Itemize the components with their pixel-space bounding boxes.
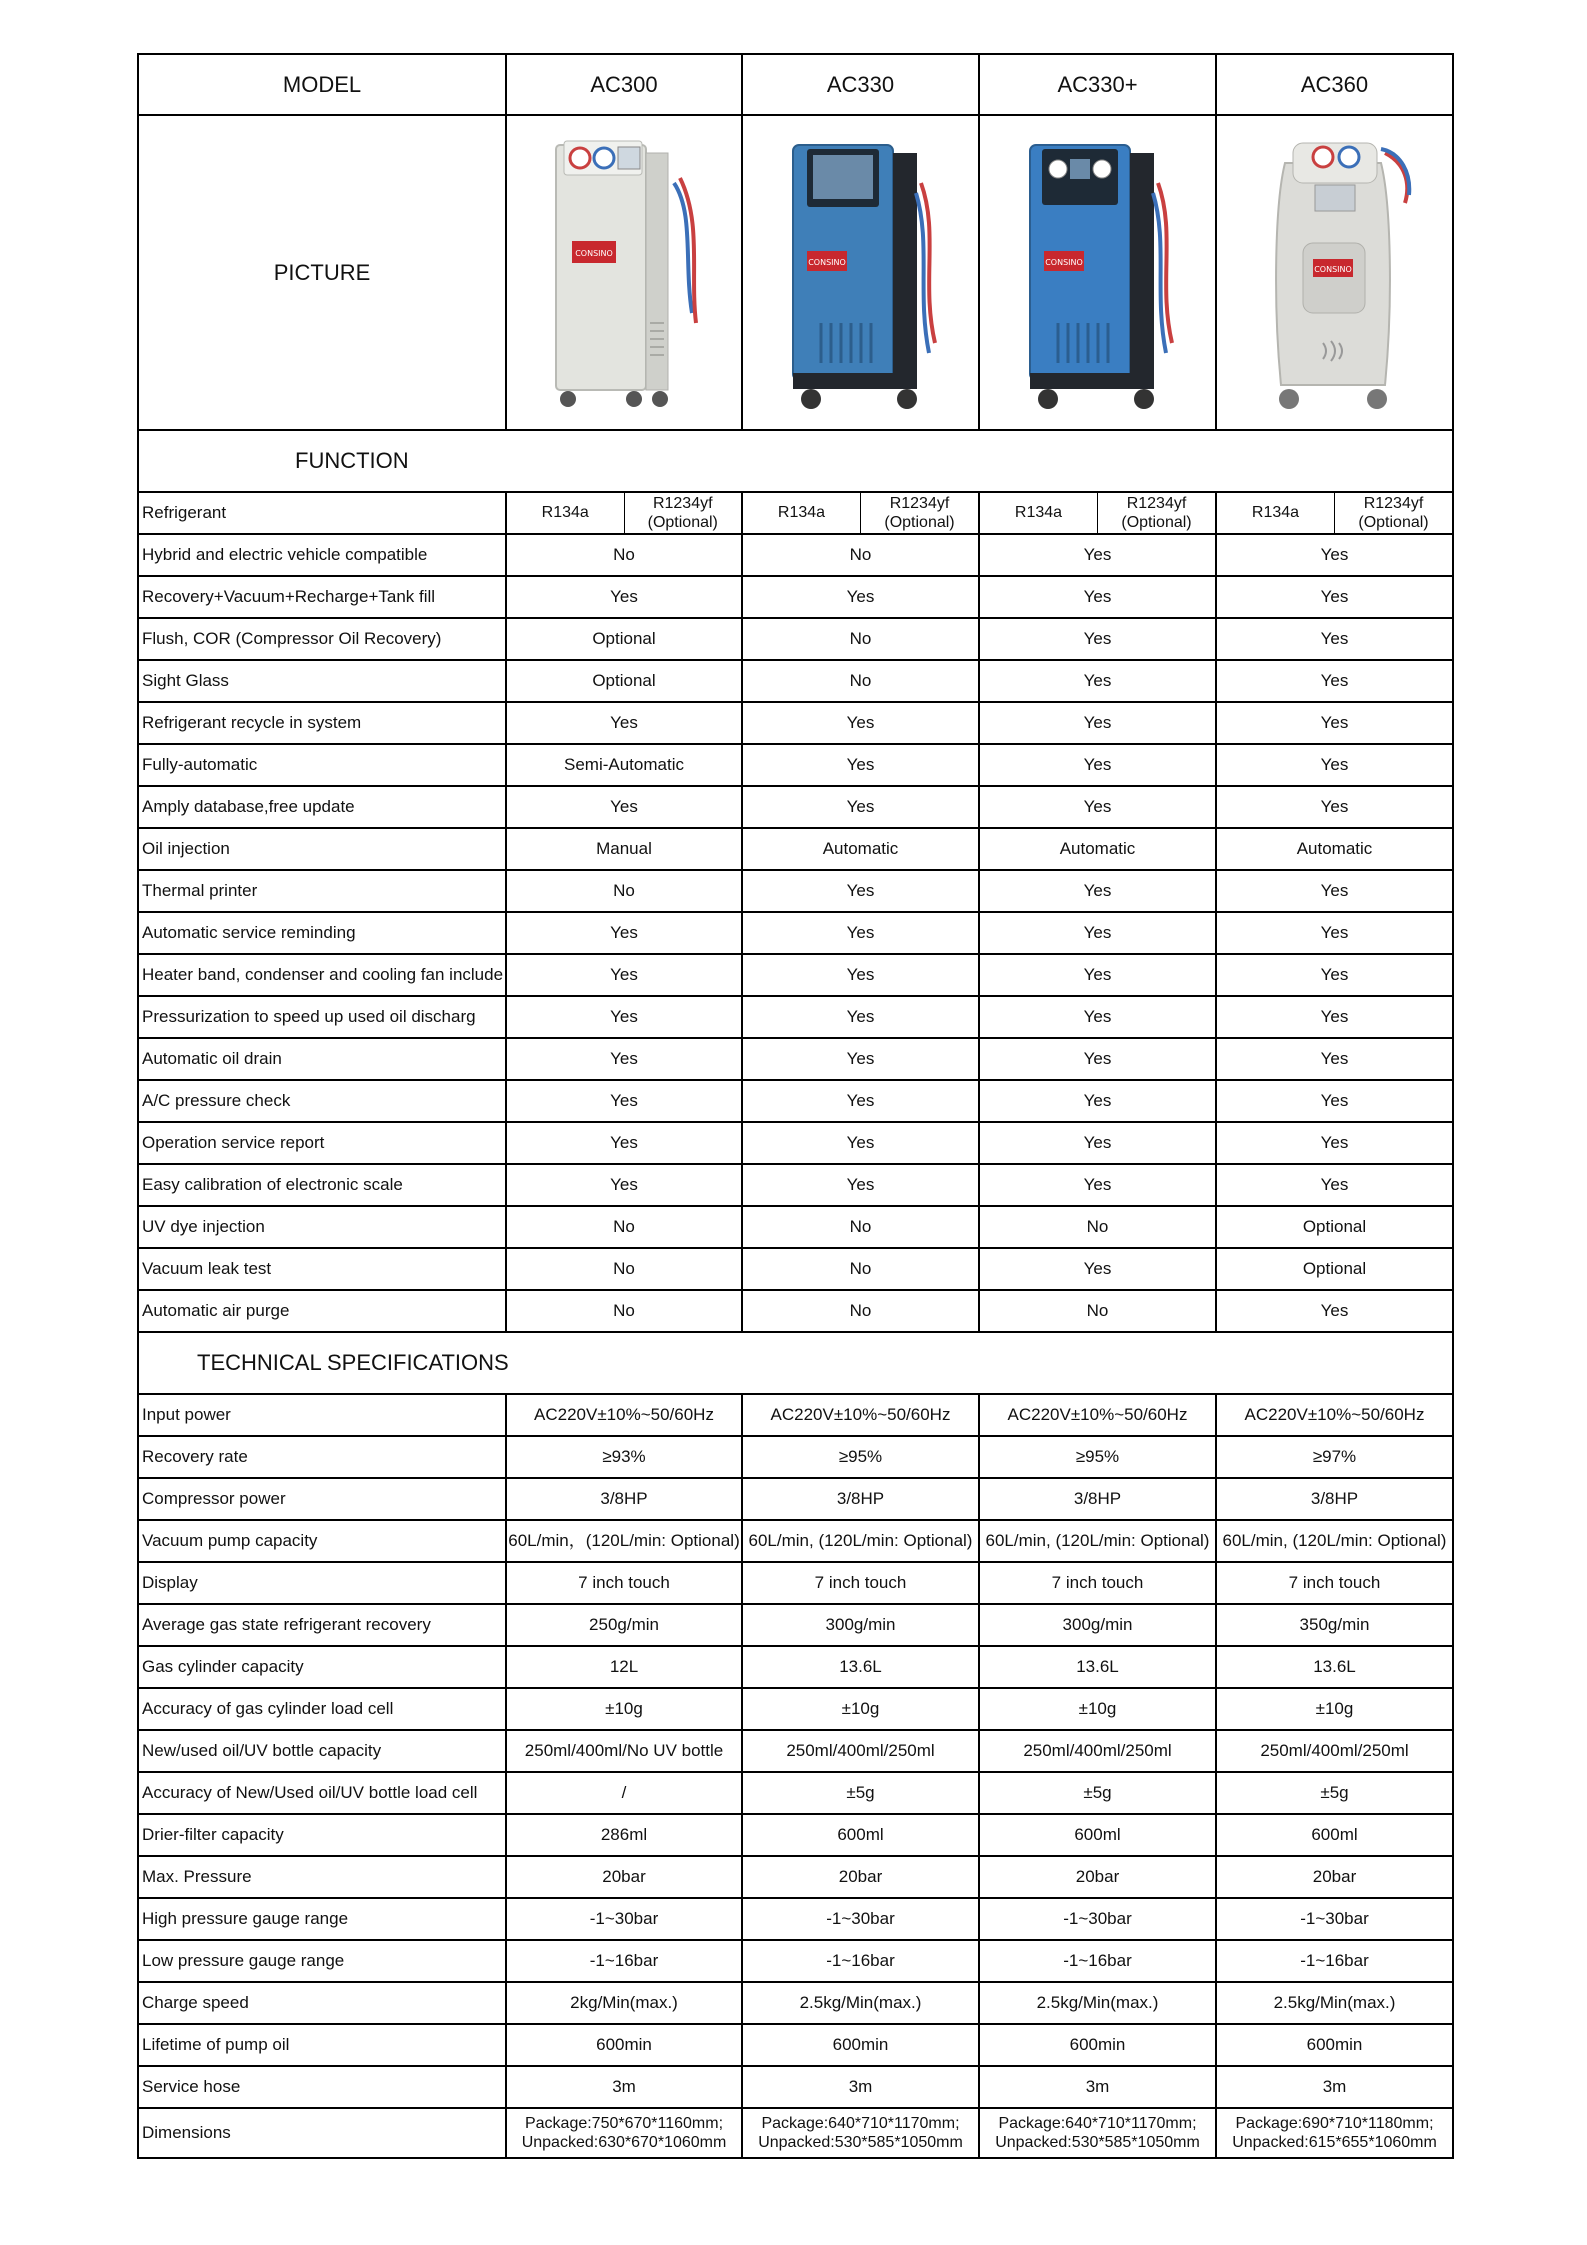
technical-row-value: -1~30bar: [979, 1898, 1216, 1940]
function-row-label: Hybrid and electric vehicle compatible: [138, 534, 506, 576]
technical-row-value: 600min: [1216, 2024, 1453, 2066]
function-row-label: Automatic oil drain: [138, 1038, 506, 1080]
technical-row-label: Average gas state refrigerant recovery: [138, 1604, 506, 1646]
function-row: [138, 828, 1453, 870]
function-row-value: Yes: [979, 912, 1216, 954]
function-row-value: Yes: [506, 786, 742, 828]
technical-row: [138, 1730, 1453, 1772]
refrigerant-ac330: [742, 492, 979, 534]
function-row-value: Yes: [742, 1122, 979, 1164]
function-row-value: Yes: [979, 1248, 1216, 1290]
function-row-value: Yes: [742, 912, 979, 954]
technical-section-title: [138, 1332, 1453, 1394]
function-row-value: Yes: [1216, 1122, 1453, 1164]
technical-row: [138, 1520, 1453, 1562]
technical-row-value: /: [506, 1772, 742, 1814]
svg-text:CONSINO: CONSINO: [575, 248, 613, 258]
function-row-label: Heater band, condenser and cooling fan include: [138, 954, 506, 996]
function-row-value: Yes: [742, 702, 979, 744]
technical-row-label: New/used oil/UV bottle capacity: [138, 1730, 506, 1772]
function-row-label: UV dye injection: [138, 1206, 506, 1248]
svg-text:CONSINO: CONSINO: [1044, 257, 1083, 267]
technical-row-value: 60L/min，(120L/min: Optional): [506, 1520, 742, 1562]
technical-row-value: AC220V±10%~50/60Hz: [742, 1394, 979, 1436]
technical-row: [138, 1394, 1453, 1436]
function-row-value: Yes: [1216, 870, 1453, 912]
technical-row-value: 3m: [1216, 2066, 1453, 2108]
technical-row-value: 3/8HP: [979, 1478, 1216, 1520]
function-row-label: Vacuum leak test: [138, 1248, 506, 1290]
function-row-value: Yes: [506, 954, 742, 996]
function-row-value: Yes: [1216, 786, 1453, 828]
refrigerant-a: R134a: [541, 503, 589, 521]
function-row: [138, 912, 1453, 954]
function-row-value: Optional: [506, 618, 742, 660]
function-row: [138, 1206, 1453, 1248]
technical-row-value: ±5g: [1216, 1772, 1453, 1814]
function-row: [138, 1122, 1453, 1164]
function-row-value: No: [979, 1206, 1216, 1248]
technical-row-label: Gas cylinder capacity: [138, 1646, 506, 1688]
function-row-label: Sight Glass: [138, 660, 506, 702]
function-row-value: Yes: [979, 1164, 1216, 1206]
dimensions-ac300: Package:750*670*1160mm; Unpacked:630*670*1060mm: [506, 2108, 742, 2158]
technical-row: [138, 1646, 1453, 1688]
technical-row-value: ±10g: [1216, 1688, 1453, 1730]
svg-text:CONSINO: CONSINO: [807, 257, 846, 267]
function-row: [138, 1248, 1453, 1290]
technical-row-value: ≥95%: [742, 1436, 979, 1478]
technical-row-value: ±5g: [742, 1772, 979, 1814]
dimensions-ac330-plus: Package:640*710*1170mm; Unpacked:530*585*1050mm: [979, 2108, 1216, 2158]
machine-ac330-plus-image: [1008, 123, 1188, 423]
technical-row-value: 13.6L: [742, 1646, 979, 1688]
model-ac330: AC330: [742, 54, 979, 115]
function-row-value: No: [506, 1206, 742, 1248]
function-row: [138, 744, 1453, 786]
function-row-value: No: [742, 618, 979, 660]
technical-row-label: Drier-filter capacity: [138, 1814, 506, 1856]
technical-row-value: 3m: [742, 2066, 979, 2108]
refrigerant-a: R134a: [777, 503, 826, 521]
technical-row-value: -1~30bar: [742, 1898, 979, 1940]
technical-row-value: -1~30bar: [506, 1898, 742, 1940]
picture-ac360: [1216, 115, 1453, 430]
refrigerant-ac300: [506, 492, 742, 534]
function-row-value: Yes: [506, 1038, 742, 1080]
function-row-value: Yes: [979, 996, 1216, 1038]
picture-label: PICTURE: [138, 115, 506, 430]
function-row-value: Yes: [1216, 744, 1453, 786]
function-row-value: Yes: [742, 996, 979, 1038]
function-row: [138, 870, 1453, 912]
function-row-value: Automatic: [1216, 828, 1453, 870]
function-row-value: Yes: [742, 1164, 979, 1206]
function-row-value: No: [742, 534, 979, 576]
technical-row-value: 60L/min, (120L/min: Optional): [1216, 1520, 1453, 1562]
technical-row-value: 250ml/400ml/250ml: [979, 1730, 1216, 1772]
function-row-value: Yes: [742, 870, 979, 912]
function-row-value: Yes: [506, 1122, 742, 1164]
function-row-value: Yes: [979, 534, 1216, 576]
technical-row-value: 600min: [506, 2024, 742, 2066]
technical-row-value: 12L: [506, 1646, 742, 1688]
model-ac360: AC360: [1216, 54, 1453, 115]
technical-title-text: TECHNICAL SPECIFICATIONS: [197, 1350, 509, 1376]
technical-row-value: -1~16bar: [1216, 1940, 1453, 1982]
model-ac330-plus: AC330+: [979, 54, 1216, 115]
function-row-value: Yes: [1216, 996, 1453, 1038]
technical-row: [138, 1436, 1453, 1478]
function-row-value: Yes: [506, 996, 742, 1038]
function-row: [138, 618, 1453, 660]
function-row-value: Yes: [1216, 1080, 1453, 1122]
technical-row-value: -1~16bar: [742, 1940, 979, 1982]
function-row-value: Yes: [1216, 954, 1453, 996]
function-row-label: A/C pressure check: [138, 1080, 506, 1122]
function-row: [138, 786, 1453, 828]
function-row-label: Oil injection: [138, 828, 506, 870]
function-row: [138, 1080, 1453, 1122]
refrigerant-a: R134a: [1251, 503, 1300, 521]
function-row: [138, 1038, 1453, 1080]
function-row-value: Optional: [506, 660, 742, 702]
function-row-value: Yes: [979, 1038, 1216, 1080]
function-row-value: Yes: [979, 1080, 1216, 1122]
function-title-text: FUNCTION: [295, 448, 409, 474]
function-row-value: No: [742, 1206, 979, 1248]
function-row-value: Yes: [1216, 1164, 1453, 1206]
technical-row-label: Low pressure gauge range: [138, 1940, 506, 1982]
function-row-value: Yes: [979, 786, 1216, 828]
function-section-row: [138, 430, 1453, 492]
technical-row-value: 250g/min: [506, 1604, 742, 1646]
technical-row-value: 286ml: [506, 1814, 742, 1856]
function-row-value: Semi-Automatic: [506, 744, 742, 786]
technical-row: [138, 1604, 1453, 1646]
technical-row-value: 250ml/400ml/250ml: [1216, 1730, 1453, 1772]
technical-row-value: 7 inch touch: [742, 1562, 979, 1604]
technical-row-value: 250ml/400ml/No UV bottle: [506, 1730, 742, 1772]
function-row-value: Yes: [742, 576, 979, 618]
function-row: [138, 1164, 1453, 1206]
technical-row: [138, 1814, 1453, 1856]
technical-row-value: -1~30bar: [1216, 1898, 1453, 1940]
technical-row: [138, 1940, 1453, 1982]
technical-row-value: 20bar: [979, 1856, 1216, 1898]
technical-row-value: 7 inch touch: [506, 1562, 742, 1604]
function-row-value: No: [506, 1290, 742, 1332]
technical-row-value: 20bar: [506, 1856, 742, 1898]
technical-row-label: Service hose: [138, 2066, 506, 2108]
function-row-value: Optional: [1216, 1248, 1453, 1290]
technical-row-value: 2.5kg/Min(max.): [1216, 1982, 1453, 2024]
technical-row-label: Accuracy of New/Used oil/UV bottle load cell: [138, 1772, 506, 1814]
function-row-value: Yes: [979, 660, 1216, 702]
function-row-value: Yes: [979, 954, 1216, 996]
function-row-value: Yes: [979, 744, 1216, 786]
function-row-value: Yes: [506, 1080, 742, 1122]
function-row-label: Fully-automatic: [138, 744, 506, 786]
function-row-value: Yes: [1216, 534, 1453, 576]
technical-row-value: AC220V±10%~50/60Hz: [506, 1394, 742, 1436]
refrigerant-ac330-plus: [979, 492, 1216, 534]
technical-row-value: -1~16bar: [979, 1940, 1216, 1982]
technical-row-value: ±10g: [506, 1688, 742, 1730]
technical-row-value: ≥93%: [506, 1436, 742, 1478]
technical-row-value: 60L/min, (120L/min: Optional): [979, 1520, 1216, 1562]
function-row-value: Yes: [979, 576, 1216, 618]
function-row-value: No: [506, 870, 742, 912]
function-row-value: Yes: [1216, 660, 1453, 702]
technical-row-value: 3/8HP: [1216, 1478, 1453, 1520]
model-header: MODEL: [138, 54, 506, 115]
technical-row-value: 2.5kg/Min(max.): [979, 1982, 1216, 2024]
technical-row-value: 300g/min: [979, 1604, 1216, 1646]
technical-row-value: AC220V±10%~50/60Hz: [1216, 1394, 1453, 1436]
technical-row-value: ≥95%: [979, 1436, 1216, 1478]
function-row-value: Manual: [506, 828, 742, 870]
technical-row-value: 60L/min, (120L/min: Optional): [742, 1520, 979, 1562]
function-row-value: Automatic: [742, 828, 979, 870]
refrigerant-a: R134a: [1014, 503, 1063, 521]
picture-ac330-plus: [979, 115, 1216, 430]
technical-row-label: Input power: [138, 1394, 506, 1436]
technical-row-label: Compressor power: [138, 1478, 506, 1520]
technical-row-label: Accuracy of gas cylinder load cell: [138, 1688, 506, 1730]
svg-text:CONSINO: CONSINO: [1313, 264, 1352, 274]
refrigerant-b: R1234yf (Optional): [1334, 493, 1452, 533]
function-row-value: Yes: [742, 786, 979, 828]
technical-row-value: 3/8HP: [742, 1478, 979, 1520]
function-row-label: Automatic air purge: [138, 1290, 506, 1332]
function-row-value: Yes: [1216, 1038, 1453, 1080]
technical-row-value: 3m: [979, 2066, 1216, 2108]
function-row-value: No: [742, 1248, 979, 1290]
technical-row-label: Lifetime of pump oil: [138, 2024, 506, 2066]
technical-row: [138, 1562, 1453, 1604]
technical-row: [138, 2024, 1453, 2066]
technical-row: [138, 1856, 1453, 1898]
technical-row-value: 7 inch touch: [1216, 1562, 1453, 1604]
technical-row-value: AC220V±10%~50/60Hz: [979, 1394, 1216, 1436]
function-row-value: Yes: [742, 1038, 979, 1080]
function-row-value: Yes: [506, 1164, 742, 1206]
technical-row-value: ≥97%: [1216, 1436, 1453, 1478]
technical-row: [138, 1982, 1453, 2024]
picture-ac330: [742, 115, 979, 430]
function-row-label: Easy calibration of electronic scale: [138, 1164, 506, 1206]
machine-ac330-image: [771, 123, 951, 423]
function-row-value: Yes: [506, 702, 742, 744]
picture-ac300: [506, 115, 742, 430]
function-row-value: Yes: [979, 1122, 1216, 1164]
function-row: [138, 1290, 1453, 1332]
technical-row-value: 600ml: [742, 1814, 979, 1856]
technical-row-value: 350g/min: [1216, 1604, 1453, 1646]
technical-row-label: Recovery rate: [138, 1436, 506, 1478]
function-row-label: Operation service report: [138, 1122, 506, 1164]
model-ac300: AC300: [506, 54, 742, 115]
function-row: [138, 954, 1453, 996]
dimensions-ac330: Package:640*710*1170mm; Unpacked:530*585*1050mm: [742, 2108, 979, 2158]
function-row: [138, 534, 1453, 576]
function-row-value: No: [506, 1248, 742, 1290]
technical-row-value: ±5g: [979, 1772, 1216, 1814]
function-row-value: Yes: [742, 1080, 979, 1122]
technical-row-value: 2.5kg/Min(max.): [742, 1982, 979, 2024]
dimensions-ac360: Package:690*710*1180mm; Unpacked:615*655*1060mm: [1216, 2108, 1453, 2158]
function-row-value: No: [506, 534, 742, 576]
technical-row-value: 13.6L: [1216, 1646, 1453, 1688]
function-row-value: Yes: [1216, 702, 1453, 744]
machine-ac300-image: [534, 123, 714, 423]
function-row-value: No: [742, 1290, 979, 1332]
function-row: [138, 660, 1453, 702]
header-row: [138, 54, 1453, 115]
technical-row-value: 20bar: [742, 1856, 979, 1898]
technical-row-value: 600min: [979, 2024, 1216, 2066]
refrigerant-row: [138, 492, 1453, 534]
function-row-value: Yes: [506, 912, 742, 954]
technical-row: [138, 1898, 1453, 1940]
function-row-label: Refrigerant recycle in system: [138, 702, 506, 744]
technical-row-label: Max. Pressure: [138, 1856, 506, 1898]
refrigerant-b: R1234yf (Optional): [624, 493, 742, 533]
function-row-value: Yes: [979, 702, 1216, 744]
technical-row-value: 20bar: [1216, 1856, 1453, 1898]
technical-row-label: Display: [138, 1562, 506, 1604]
function-row-value: Yes: [1216, 618, 1453, 660]
technical-row-label: Vacuum pump capacity: [138, 1520, 506, 1562]
technical-row-label: High pressure gauge range: [138, 1898, 506, 1940]
technical-row-value: 2kg/Min(max.): [506, 1982, 742, 2024]
technical-row-value: 7 inch touch: [979, 1562, 1216, 1604]
function-row-value: Yes: [1216, 912, 1453, 954]
function-row-value: Yes: [742, 744, 979, 786]
function-row-value: Yes: [1216, 1290, 1453, 1332]
technical-row-value: 600ml: [979, 1814, 1216, 1856]
technical-row-value: -1~16bar: [506, 1940, 742, 1982]
technical-row-value: 3m: [506, 2066, 742, 2108]
machine-ac360-image: [1245, 123, 1425, 423]
function-row-label: Automatic service reminding: [138, 912, 506, 954]
technical-row: [138, 1772, 1453, 1814]
function-row-value: Yes: [1216, 576, 1453, 618]
technical-row: [138, 1478, 1453, 1520]
function-row: [138, 702, 1453, 744]
technical-row-value: 250ml/400ml/250ml: [742, 1730, 979, 1772]
function-row-value: Automatic: [979, 828, 1216, 870]
function-row-label: Thermal printer: [138, 870, 506, 912]
function-row-label: Flush, COR (Compressor Oil Recovery): [138, 618, 506, 660]
function-row-value: Yes: [506, 576, 742, 618]
refrigerant-b: R1234yf (Optional): [860, 493, 978, 533]
function-row-value: Yes: [979, 618, 1216, 660]
function-row-value: Yes: [979, 870, 1216, 912]
technical-row-value: 600min: [742, 2024, 979, 2066]
technical-row-label: Charge speed: [138, 1982, 506, 2024]
technical-row-value: 3/8HP: [506, 1478, 742, 1520]
technical-row-value: ±10g: [742, 1688, 979, 1730]
technical-row-value: 300g/min: [742, 1604, 979, 1646]
spec-table: [137, 53, 1454, 2159]
function-row-value: Yes: [742, 954, 979, 996]
picture-row: [138, 115, 1453, 430]
technical-section-row: [138, 1332, 1453, 1394]
function-row-label: Recovery+Vacuum+Recharge+Tank fill: [138, 576, 506, 618]
function-row: [138, 576, 1453, 618]
dimensions-label: Dimensions: [138, 2108, 506, 2158]
technical-row: [138, 1688, 1453, 1730]
technical-row-value: 600ml: [1216, 1814, 1453, 1856]
function-row-label: Amply database,free update: [138, 786, 506, 828]
function-section-title: [138, 430, 1453, 492]
function-row-label: Pressurization to speed up used oil discharg: [138, 996, 506, 1038]
technical-row-value: ±10g: [979, 1688, 1216, 1730]
function-row-value: Optional: [1216, 1206, 1453, 1248]
refrigerant-label: Refrigerant: [138, 492, 506, 534]
technical-row: [138, 2066, 1453, 2108]
function-row: [138, 996, 1453, 1038]
dimensions-row: [138, 2108, 1453, 2158]
function-row-value: No: [742, 660, 979, 702]
refrigerant-ac360: [1216, 492, 1453, 534]
technical-row-value: 13.6L: [979, 1646, 1216, 1688]
refrigerant-b: R1234yf (Optional): [1097, 493, 1215, 533]
function-row-value: No: [979, 1290, 1216, 1332]
